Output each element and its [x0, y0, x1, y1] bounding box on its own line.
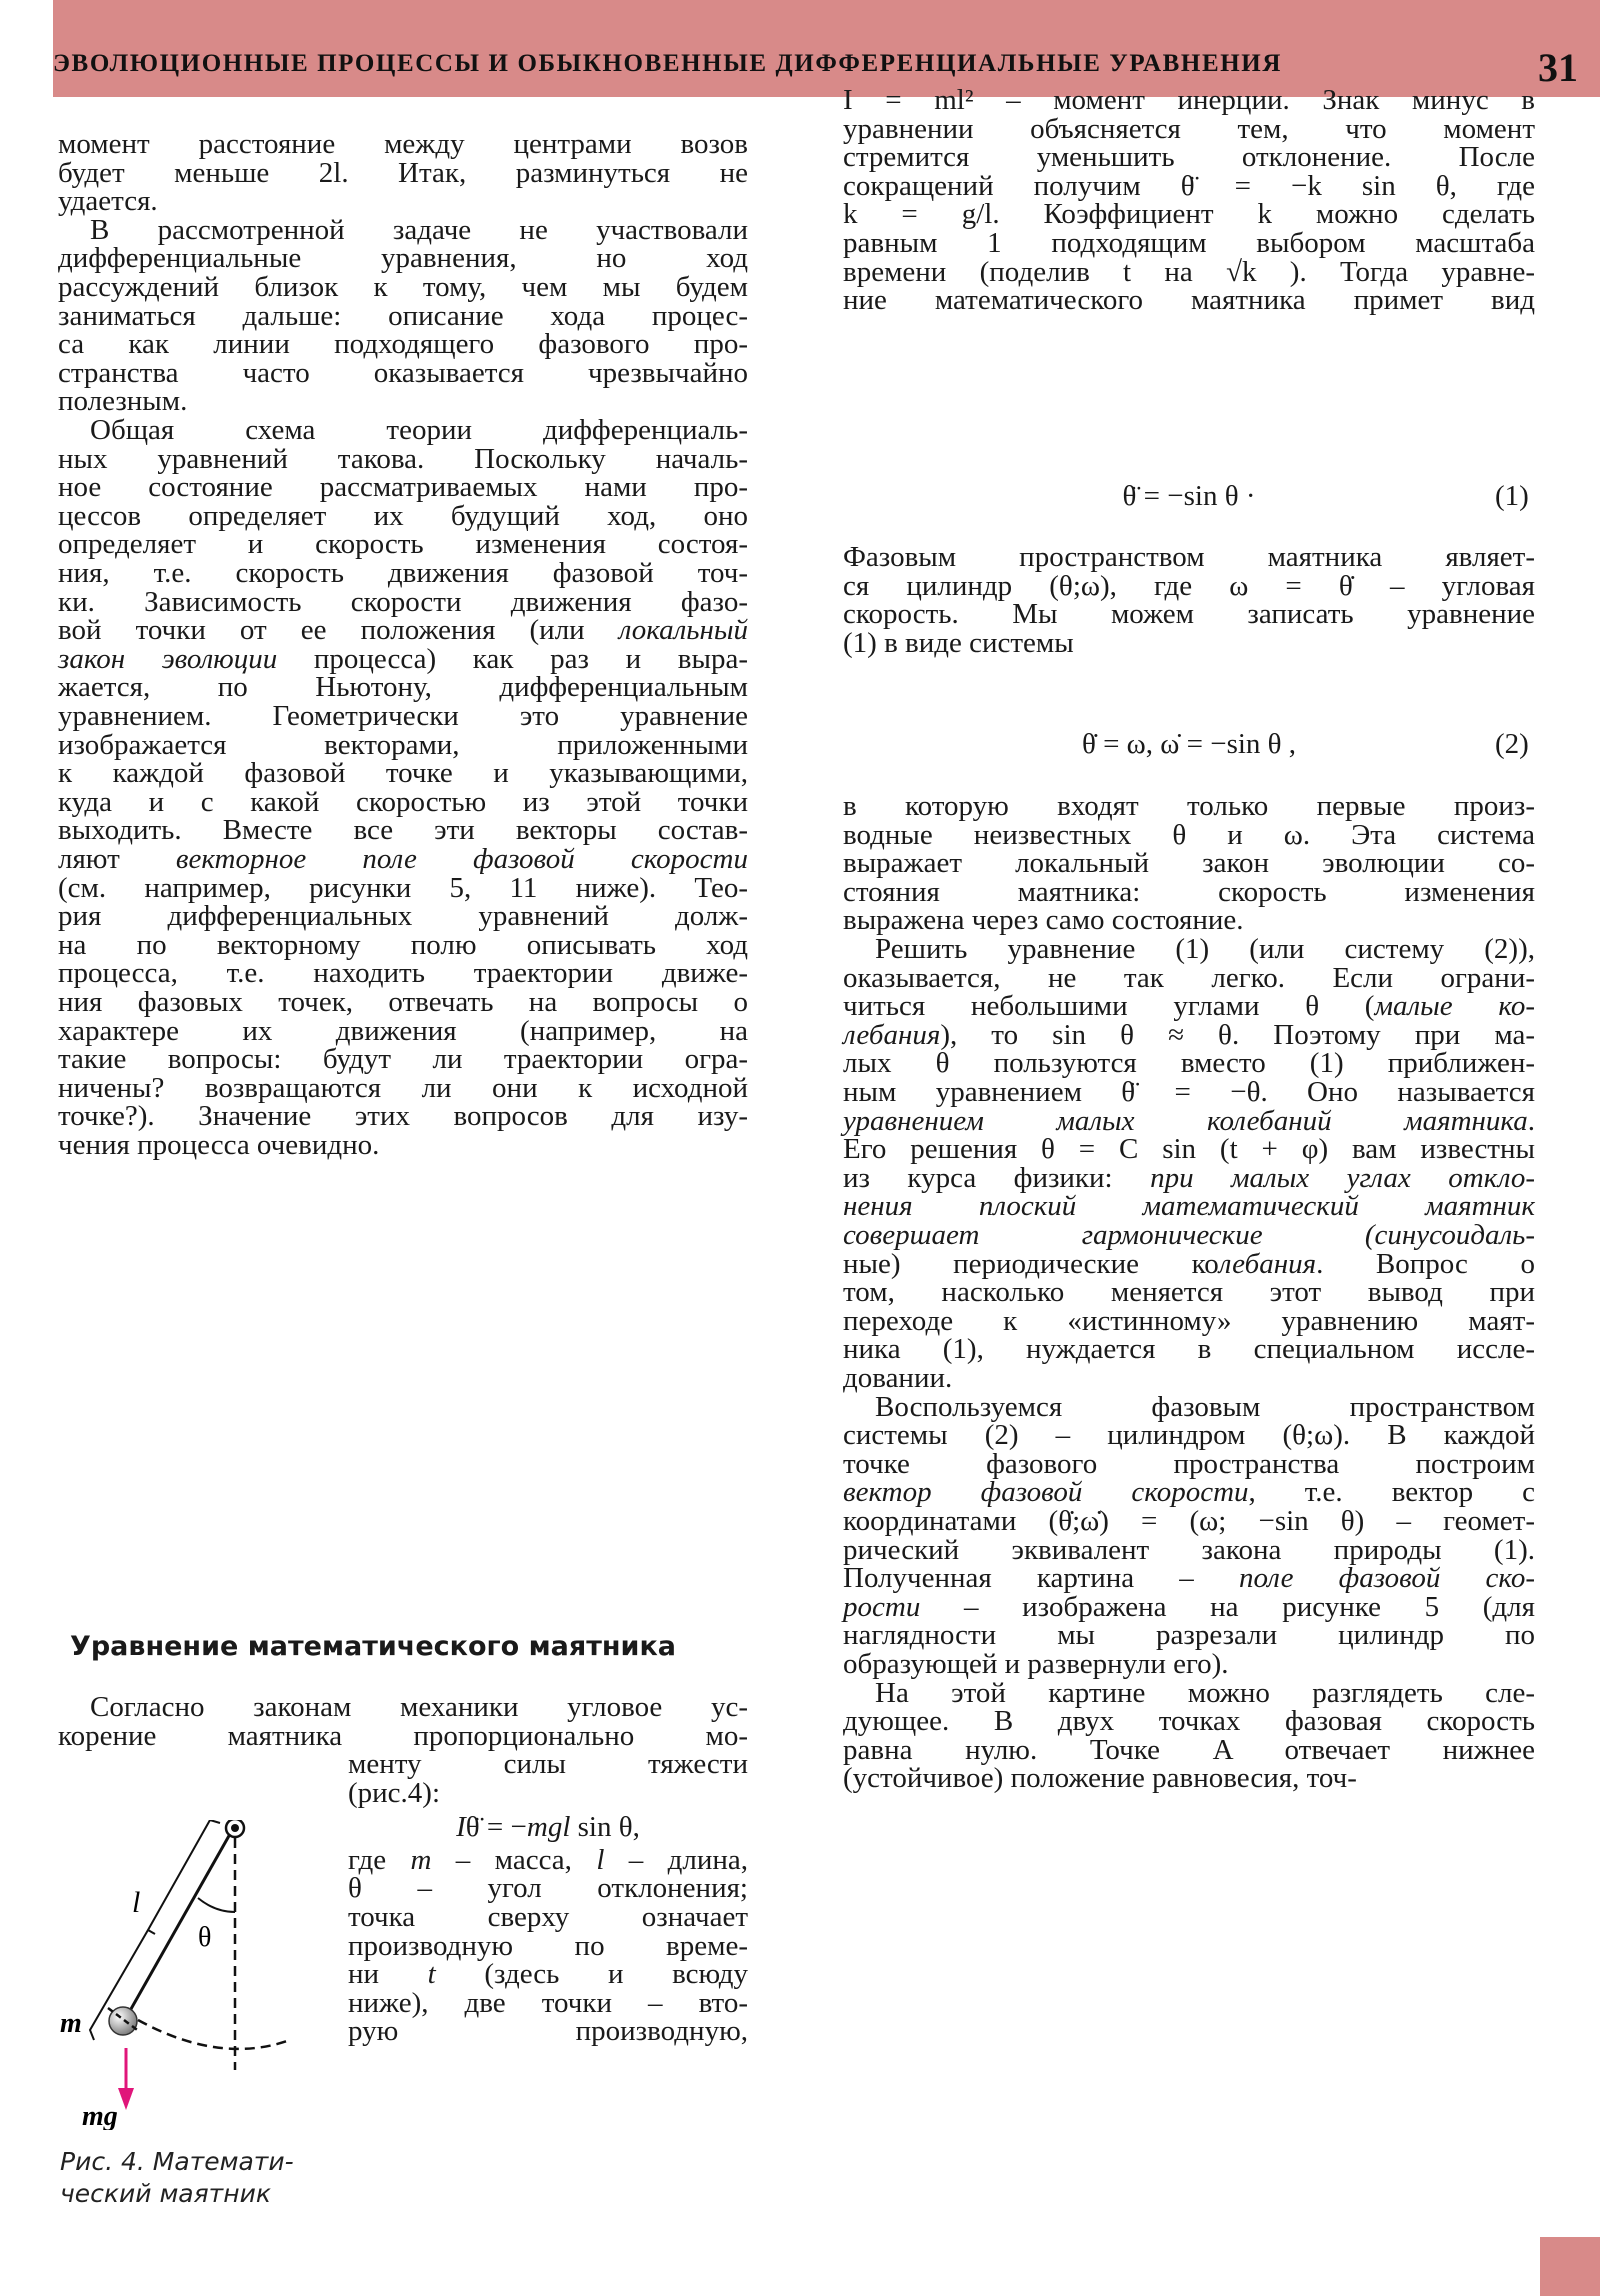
- text-line: водные неизвестных θ и ω. Эта система: [843, 818, 1535, 851]
- svg-text:mg: mg: [82, 2101, 118, 2130]
- text-line: k = g/l. Коэффициент k можно сделать: [843, 198, 1535, 231]
- text-line: вой точки от ее положения (или локальный: [58, 614, 748, 647]
- running-header: [53, 0, 1600, 97]
- text-line: жается, по Ньютону, дифференциальным: [58, 671, 748, 704]
- text-line: (см. например, рисунки 5, 11 ниже). Тео-: [58, 871, 748, 904]
- text-line: где m – масса, l – длина,: [348, 1843, 749, 1876]
- text-line: рости – изображена на рисунке 5 (для: [843, 1590, 1535, 1623]
- equation-moment: Iθ̈ = −mgl sin θ,: [456, 1811, 640, 1844]
- text-line: образующей и развернули его).: [843, 1648, 1229, 1680]
- text-line: (устойчивое) положение равновесия, точ-: [843, 1762, 1357, 1795]
- text-line: довании.: [843, 1362, 953, 1394]
- text-line: точка сверху означает: [348, 1901, 748, 1933]
- text-line: θ – угол отклонения;: [348, 1872, 748, 1905]
- corner-tab: [1540, 2237, 1600, 2296]
- text-line: удается.: [58, 185, 158, 218]
- bob-icon: [109, 2007, 137, 2035]
- text-line: нения плоский математический маятник: [843, 1190, 1535, 1223]
- text-line: Его решения θ = C sin (t + φ) вам известны: [843, 1133, 1535, 1166]
- text-line: ника (1), нуждается в специальном иссле-: [843, 1333, 1535, 1366]
- text-line: ния, т.е. скорость движения фазовой точ-: [58, 557, 748, 589]
- text-line: равным 1 подходящим выбором масштаба: [843, 227, 1535, 259]
- text-line: сокращений получим θ̈ = −k sin θ, где: [843, 169, 1535, 202]
- text-line: ные) периодические колебания. Вопрос о: [843, 1247, 1535, 1280]
- text-line: ки. Зависимость скорости движения фазо-: [58, 585, 748, 618]
- svg-text:m: m: [60, 2008, 82, 2039]
- text-line: ным уравнением θ̈ = −θ. Оно называется: [843, 1076, 1535, 1108]
- text-line: точке?). Значение этих вопросов для изу-: [58, 1100, 748, 1133]
- text-line: В рассмотренной задаче не участвовали: [90, 213, 748, 246]
- text-line: рия дифференциальных уравнений долж-: [58, 900, 748, 933]
- text-line: Воспользуемся фазовым пространством: [875, 1390, 1535, 1423]
- text-line: рассуждений близок к тому, чем мы будем: [58, 271, 748, 303]
- text-line: закон эволюции процесса) как раз и выра-: [58, 642, 748, 675]
- text-line: Согласно законам механики угловое ус-: [90, 1691, 748, 1723]
- text-line: рую производную,: [348, 2015, 748, 2048]
- text-line: к каждой фазовой точке и указывающими,: [58, 757, 748, 790]
- text-line: са как линии подходящего фазового про-: [58, 328, 748, 361]
- text-line: читься небольшими углами θ (малые ко-: [843, 990, 1535, 1023]
- svg-text:θ: θ: [198, 1922, 212, 1953]
- text-line: Общая схема теории дифференциаль-: [90, 414, 748, 446]
- text-line: рический эквивалент закона природы (1).: [843, 1533, 1535, 1566]
- text-line: в которую входят только первые произ-: [843, 790, 1535, 822]
- text-line: (рис.4):: [348, 1776, 441, 1809]
- text-line: изображается векторами, приложенными: [58, 728, 748, 761]
- text-line: выходить. Вместе все эти векторы состав-: [58, 814, 748, 847]
- text-line: ниже), две точки – вто-: [348, 1986, 748, 2019]
- figure-caption: Рис. 4. Математи- ческий маятник: [60, 2147, 294, 2208]
- text-line: Решить уравнение (1) (или систему (2)),: [875, 933, 1535, 965]
- text-line: Фазовым пространством маятника являет-: [843, 541, 1535, 573]
- text-line: оказывается, не так легко. Если ограни-: [843, 961, 1535, 994]
- text-line: координатами (θ̇;ω̇) = (ω; −sin θ) – геомет-: [843, 1505, 1535, 1537]
- text-line: лых θ пользуются вместо (1) приближен-: [843, 1047, 1535, 1080]
- text-line: на по векторному полю описывать ход: [58, 928, 748, 961]
- text-line: равна нулю. Точке A отвечает нижнее: [843, 1733, 1535, 1766]
- text-line: лебания), то sin θ ≈ θ. Поэтому при ма-: [843, 1018, 1535, 1051]
- text-line: времени (поделив t на √k ). Тогда уравне-: [843, 255, 1535, 288]
- text-line: Полученная картина – поле фазовой ско-: [843, 1562, 1536, 1595]
- text-line: дифференциальные уравнения, но ход: [58, 242, 748, 275]
- text-line: чения процесса очевидно.: [58, 1129, 380, 1161]
- equation-1-number: (1): [1495, 480, 1529, 512]
- text-line: уравнением. Геометрически это уравнение: [58, 700, 748, 732]
- text-line: совершает гармонические (синусоидаль-: [843, 1219, 1535, 1251]
- text-line: процесса, т.е. находить траектории движе-: [58, 957, 748, 990]
- text-line: цессов определяет их будущий ход, оно: [58, 499, 748, 532]
- text-line: ляют векторное поле фазовой скорости: [58, 843, 748, 875]
- equation-2: θ̇ = ω, ω̇ = −sin θ ,: [1081, 728, 1297, 760]
- page-number: 31: [1538, 45, 1578, 90]
- text-line: ничены? возвращаются ли они к исходной: [58, 1071, 748, 1104]
- text-line: момент расстояние между центрами возов: [58, 128, 748, 160]
- text-line: стремится уменьшить отклонение. После: [843, 141, 1535, 174]
- text-line: (1) в виде системы: [843, 626, 1074, 659]
- text-line: менту силы тяжести: [348, 1748, 748, 1780]
- equation-1: θ̈ = −sin θ ·: [1122, 480, 1256, 512]
- text-line: уравнением малых колебаний маятника.: [843, 1104, 1535, 1137]
- text-line: переходе к «истинному» уравнению маят-: [843, 1304, 1535, 1337]
- text-line: корение маятника пропорционально мо-: [58, 1719, 748, 1752]
- text-line: ся цилиндр (θ;ω), где ω = θ̇ – угловая: [843, 569, 1535, 602]
- text-line: определяет и скорость изменения состоя-: [58, 528, 748, 561]
- text-line: такие вопросы: будут ли траектории огра-: [58, 1043, 748, 1076]
- svg-text:l: l: [132, 1886, 141, 1919]
- text-line: ное состояние рассматриваемых нами про-: [58, 471, 748, 504]
- text-line: характере их движения (например, на: [58, 1014, 748, 1047]
- text-line: выражает локальный закон эволюции со-: [843, 847, 1535, 880]
- text-line: На этой картине можно разглядеть сле-: [875, 1676, 1535, 1709]
- text-line: дующее. В двух точках фазовая скорость: [843, 1705, 1535, 1738]
- text-line: уравнении объясняется тем, что момент: [843, 112, 1535, 145]
- text-line: скорость. Мы можем записать уравнение: [843, 598, 1535, 631]
- text-line: ния фазовых точек, отвечать на вопросы о: [58, 986, 748, 1018]
- text-line: производную по време-: [348, 1929, 748, 1962]
- text-line: куда и с какой скоростью из этой точки: [58, 785, 748, 818]
- text-line: том, насколько меняется этот вывод при: [843, 1276, 1535, 1309]
- equation-2-number: (2): [1495, 728, 1529, 760]
- chapter-title: ЭВОЛЮЦИОННЫЕ ПРОЦЕССЫ И ОБЫКНОВЕННЫЕ ДИФФЕРЕНЦИАЛЬНЫЕ УРАВНЕНИЯ: [53, 50, 1282, 77]
- text-line: вектор фазовой скорости, т.е. вектор с: [843, 1476, 1535, 1509]
- text-line: ных уравнений такова. Поскольку началь-: [58, 442, 748, 475]
- text-line: будет меньше 2l. Итак, разминуться не: [58, 156, 748, 189]
- text-line: точке фазового пространства построим: [843, 1447, 1535, 1480]
- text-line: странства часто оказывается чрезвычайно: [58, 356, 748, 389]
- text-line: ние математического маятника примет вид: [843, 284, 1535, 317]
- text-line: ни t (здесь и всюду: [348, 1958, 748, 1991]
- text-line: из курса физики: при малых углах откло-: [843, 1161, 1535, 1194]
- pendulum-figure: [60, 1820, 360, 2130]
- text-line: I = ml² – момент инерции. Знак минус в: [843, 84, 1535, 116]
- text-line: наглядности мы разрезали цилиндр по: [843, 1619, 1535, 1652]
- text-line: полезным.: [58, 385, 188, 418]
- text-line: заниматься дальше: описание хода процес-: [58, 299, 748, 332]
- text-line: выражена через само состояние.: [843, 904, 1244, 937]
- text-line: стояния маятника: скорость изменения: [843, 875, 1535, 908]
- text-line: системы (2) – цилиндром (θ;ω). В каждой: [843, 1419, 1535, 1452]
- section-heading: Уравнение математического маятника: [70, 1631, 676, 1662]
